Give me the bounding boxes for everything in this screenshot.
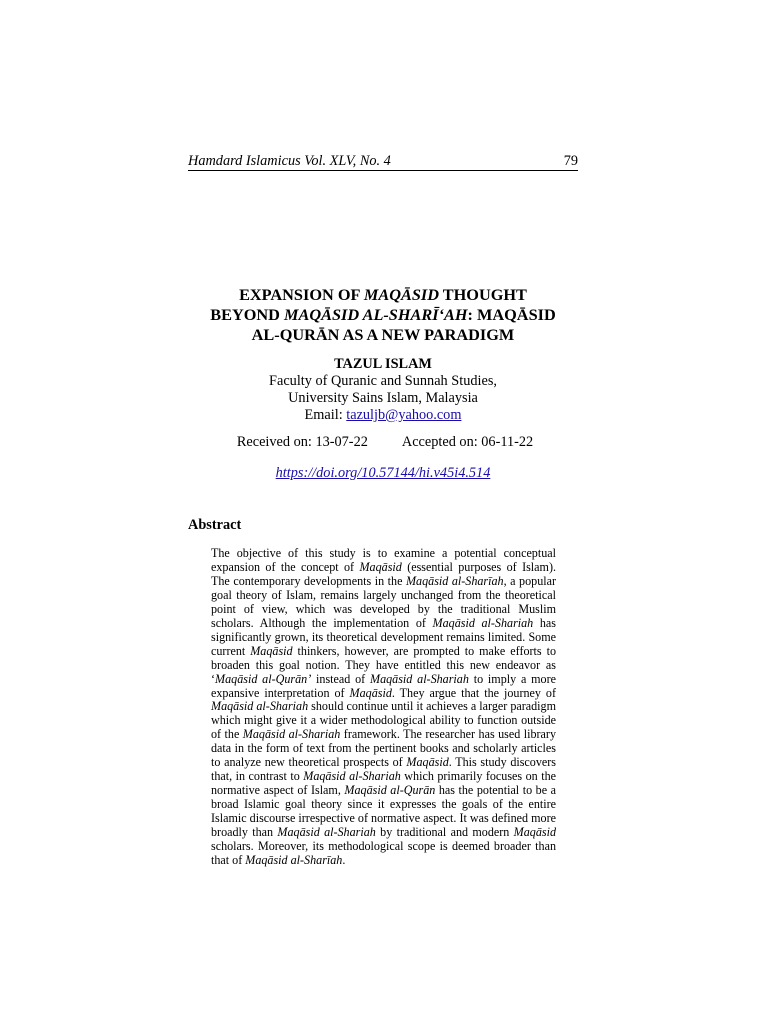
page-number: 79 xyxy=(563,153,578,169)
author-block xyxy=(200,356,566,424)
received-date: Received on: 13-07-22 xyxy=(236,434,368,450)
title-line-1: EXPANSION OF MAQĀSID THOUGHT xyxy=(239,285,527,304)
doi-line xyxy=(200,465,566,482)
submission-dates xyxy=(200,434,570,451)
title-line-3: AL-QURĀN AS A NEW PARADIGM xyxy=(251,325,515,344)
journal-citation: Hamdard Islamicus Vol. XLV, No. 4 xyxy=(188,153,391,169)
abstract-body: The objective of this study is to examine a potential conceptual expansion of the concept of Maqāsid (essential purposes of Islam). The contemporary developments in the Maqāsid al-Sharīah, a popular goal theory of Islam, remains largely unchanged from the theoretical point of view, which was developed by the traditional Muslim scholars. Although the implementation of Maqāsid al-Shariah has significantly grown, its theoretical development remains limited. Some current Maqāsid thinkers, however, are prompted to make efforts to broaden this goal notion. They have entitled this new endeavor as ‘Maqāsid al-Qurān’ instead of Maqāsid al-Shariah to imply a more expansive interpretation of Maqāsid. They argue that the journey of Maqāsid al-Shariah should continue until it achieves a larger paradigm which might give it a wider methodological ability to function outside of the Maqāsid al-Shariah framework. The researcher has used library data in the form of text from the pertinent books and scholarly articles to analyze new theoretical prospects of Maqāsid. This study discovers that, in contrast to Maqāsid al-Shariah which primarily focuses on the normative aspect of Islam, Maqāsid al-Qurān has the potential to be a broad Islamic goal theory since it expresses the goals of the entire Islamic discourse irrespective of normative aspect. It was defined more broadly than Maqāsid al-Shariah by traditional and modern Maqāsid scholars. Moreover, its methodological scope is deemed broader than that of Maqāsid al-Sharīah. xyxy=(211,546,557,867)
email-link[interactable]: tazuljb@yahoo.com xyxy=(346,407,462,423)
author-name: TAZUL ISLAM xyxy=(334,356,432,372)
author-affiliation-1: Faculty of Quranic and Sunnah Studies, xyxy=(269,373,497,389)
title-line-2: BEYOND MAQĀSID AL-SHARĪ‘AH: MAQĀSID xyxy=(210,305,556,324)
article-title xyxy=(160,285,606,345)
running-header xyxy=(188,153,578,171)
doi-link[interactable]: https://doi.org/10.57144/hi.v45i4.514 xyxy=(275,465,491,481)
author-email-line: Email: tazuljb@yahoo.com xyxy=(304,407,462,423)
accepted-date: Accepted on: 06-11-22 xyxy=(401,434,534,450)
author-affiliation-2: University Sains Islam, Malaysia xyxy=(288,390,478,406)
abstract-heading: Abstract xyxy=(188,517,242,533)
